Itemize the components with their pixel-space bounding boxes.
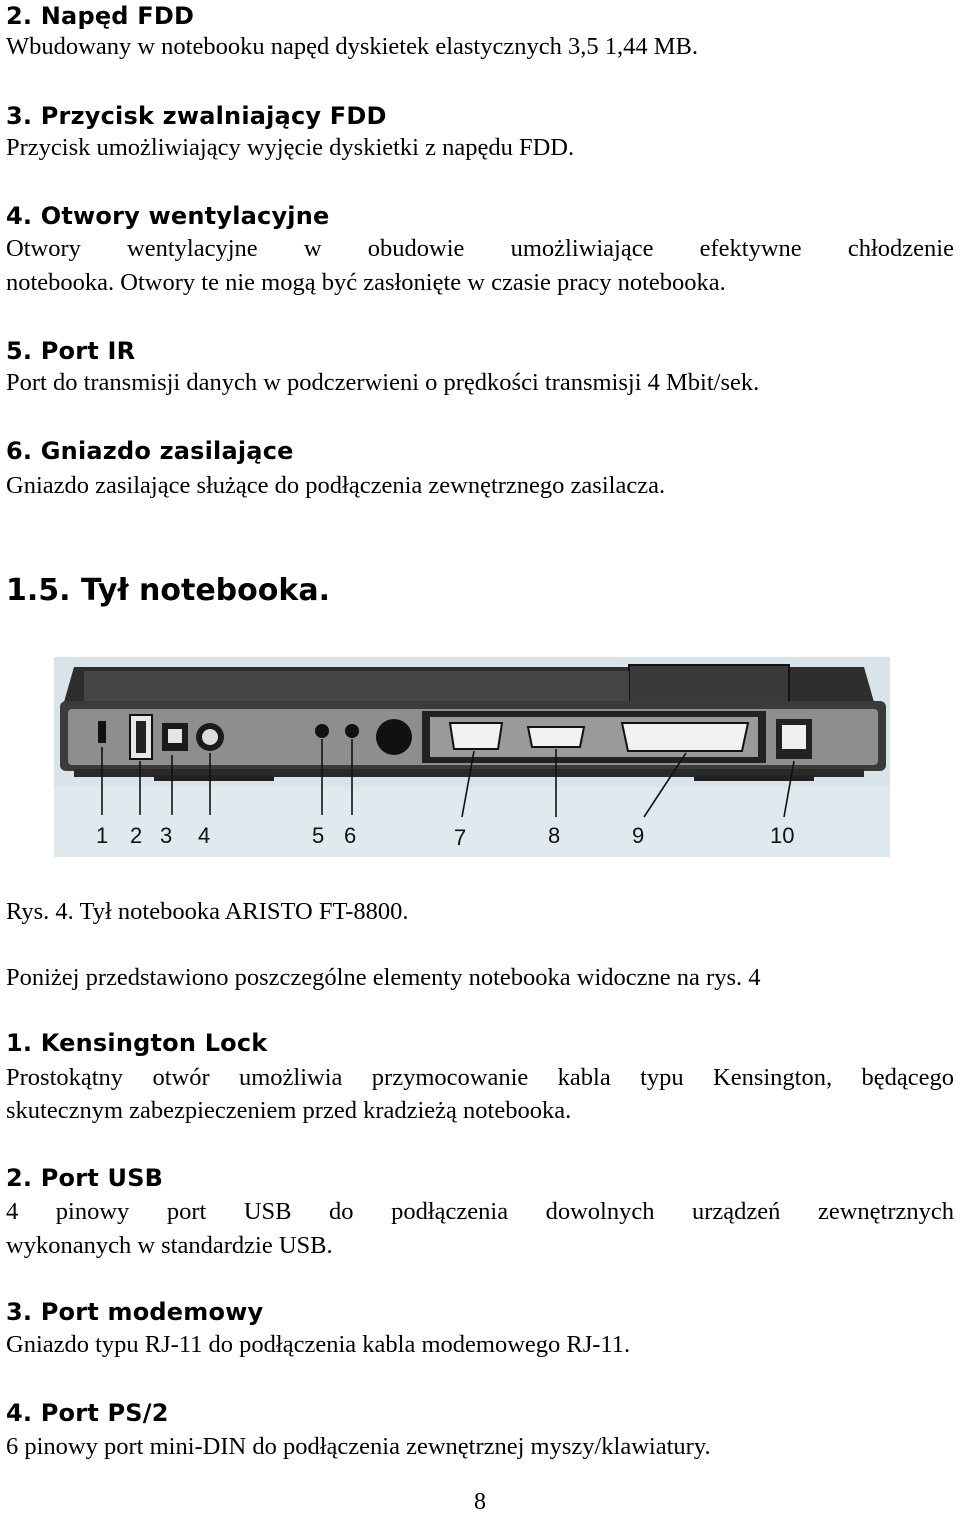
- heading-fdd-release: 3. Przycisk zwalniający FDD: [6, 102, 387, 130]
- heading-kensington: 1. Kensington Lock: [6, 1029, 268, 1057]
- text-fdd-release: Przycisk umożliwiający wyjęcie dyskietki z napędu FDD.: [6, 134, 575, 161]
- heading-ps2: 4. Port PS/2: [6, 1399, 169, 1427]
- text-ir-port: Port do transmisji danych w podczerwieni o prędkości transmisji 4 Mbit/sek.: [6, 369, 760, 396]
- text-vents-line1: Otwory wentylacyjne w obudowie umożliwiające efektywne chłodzenie: [6, 235, 954, 262]
- text-modem: Gniazdo typu RJ-11 do podłączenia kabla modemowego RJ-11.: [6, 1331, 631, 1358]
- text-ps2: 6 pinowy port mini-DIN do podłączenia zewnętrznej myszy/klawiatury.: [6, 1433, 711, 1460]
- intro-text: Poniżej przedstawiono poszczególne elementy notebooka widoczne na rys. 4: [6, 964, 761, 991]
- section-title: 1.5. Tył notebooka.: [6, 573, 330, 608]
- text-usb-line1: 4 pinowy port USB do podłączenia dowolnych urządzeń zewnętrznych: [6, 1198, 954, 1225]
- text-vents-line2: notebooka. Otwory te nie mogą być zasłonięte w czasie pracy notebooka.: [6, 269, 726, 296]
- text-usb-line2: wykonanych w standardzie USB.: [6, 1232, 333, 1259]
- heading-vents: 4. Otwory wentylacyjne: [6, 202, 330, 230]
- figure-label-2: 2: [130, 823, 143, 848]
- figure-caption: Rys. 4. Tył notebooka ARISTO FT-8800.: [6, 898, 409, 925]
- page-number: 8: [474, 1489, 486, 1515]
- notebook-rear-photo-icon: [54, 657, 890, 857]
- text-power-socket: Gniazdo zasilające służące do podłączenia zewnętrznego zasilacza.: [6, 472, 666, 499]
- figure-label-7: 7: [454, 825, 467, 850]
- heading-fdd-drive: 2. Napęd FDD: [6, 2, 195, 30]
- heading-power-socket: 6. Gniazdo zasilające: [6, 437, 294, 465]
- heading-usb: 2. Port USB: [6, 1164, 164, 1192]
- figure-label-4: 4: [198, 823, 211, 848]
- heading-modem: 3. Port modemowy: [6, 1298, 264, 1326]
- figure-label-6: 6: [344, 823, 357, 848]
- text-kensington-line2: skutecznym zabezpieczeniem przed kradzieżą notebooka.: [6, 1097, 572, 1124]
- figure-label-1: 1: [96, 823, 109, 848]
- figure-label-5: 5: [312, 823, 325, 848]
- text-kensington-line1: Prostokątny otwór umożliwia przymocowanie kabla typu Kensington, będącego: [6, 1064, 954, 1091]
- text-fdd-drive: Wbudowany w notebooku napęd dyskietek elastycznych 3,5 1,44 MB.: [6, 33, 698, 60]
- figure-label-9: 9: [632, 823, 645, 848]
- heading-ir-port: 5. Port IR: [6, 337, 136, 365]
- figure-label-10: 10: [770, 823, 795, 848]
- figure-label-3: 3: [160, 823, 173, 848]
- figure-label-8: 8: [548, 823, 561, 848]
